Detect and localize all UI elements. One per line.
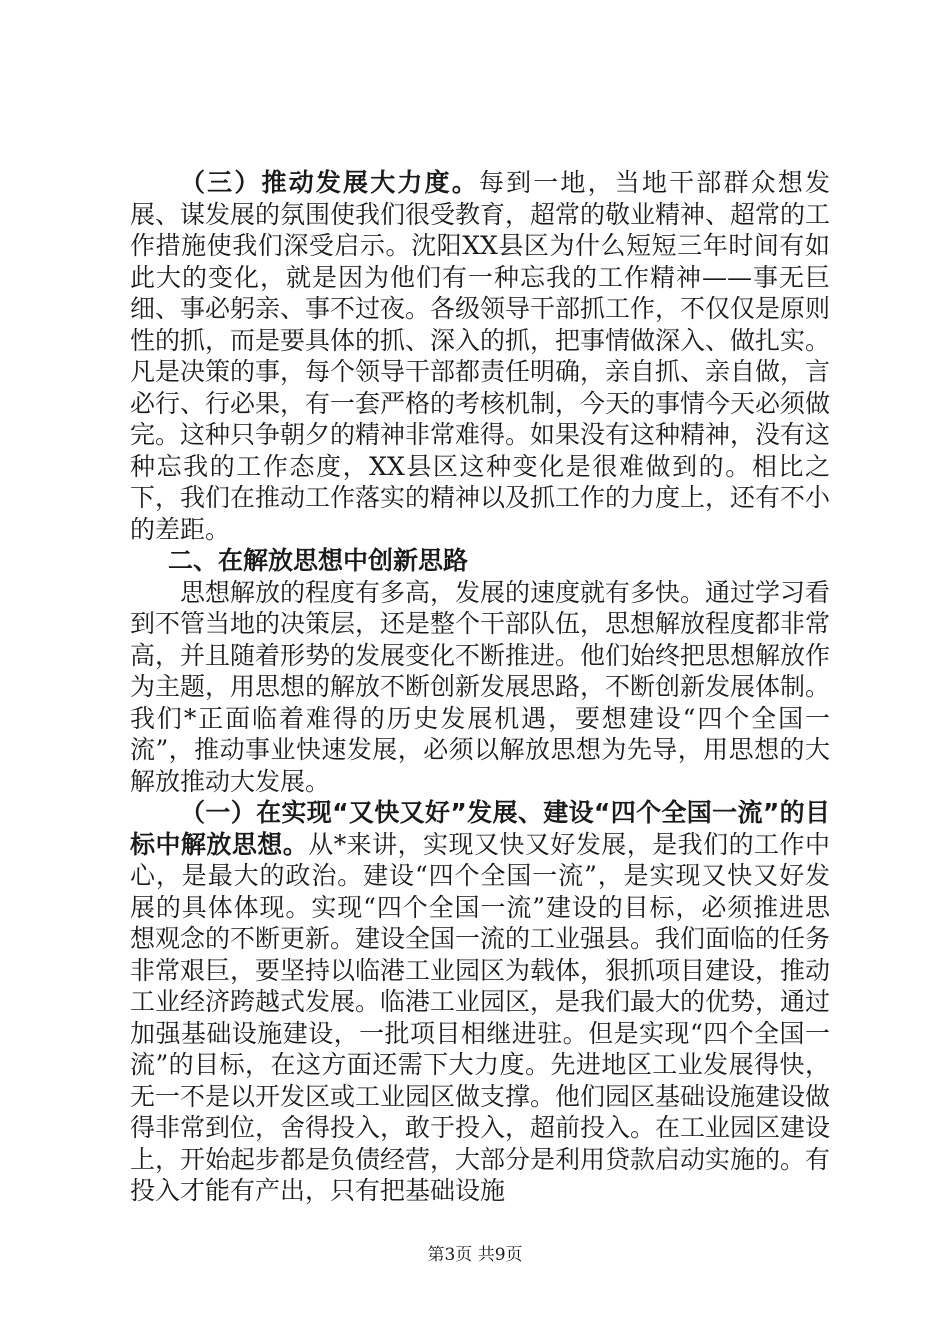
paragraph-text: 从*来讲，实现又快又好发展，是我们的工作中心，是最大的政治。建设“四个全国一流”，是实现又快又好发展的具体体现。实现“四个全国一流”建设的目标，必须推进思想观念的不断更新。建设全国一流的工业强县。我们面临的任务非常艰巨，要坚持以临港工业园区为载体，狠抓项目建设，推动工业经济跨越式发展。临港工业园区，是我们最大的优势，通过加强基础设施建设，一批项目相继进驻。但是实现“四个全国一流”的目标，在这方面还需下大力度。先进地区工业发展得快，无一不是以开发区或工业园区做支撑。他们园区基础设施建设做得非常到位，舍得投入，敢于投入，超前投入。在工业园区建设上，开始起步都是负债经营，大部分是利用贷款启动实施的。有投入才能有产出，只有把基础设施 — [130, 829, 831, 1205]
section-heading: 二、在解放思想中创新思路 — [168, 546, 469, 575]
paragraph-emancipate-mind — [130, 577, 830, 798]
paragraph-goal-emancipation — [130, 797, 830, 1207]
document-body — [130, 167, 830, 1207]
paragraph-promote-development — [130, 167, 830, 545]
page-footer: 第3页 共9页 — [427, 1245, 523, 1265]
paragraph-lead: （三）推动发展大力度。 — [180, 168, 479, 197]
paragraph-lead: （一）在实现“又快又好”发展、建设“四个全国一流”的目标中解放思想。 — [130, 798, 830, 859]
paragraph-text: 思想解放的程度有多高，发展的速度就有多快。通过学习看到不管当地的决策层，还是整个干部队伍，思想解放程度都非常高，并且随着形势的发展变化不断推进。他们始终把思想解放作为主题，用思想的解放不断创新发展思路，不断创新发展体制。我们*正面临着难得的历史发展机遇，要想建设“四个全国一流”，推动事业快速发展，必须以解放思想为先导，用思想的大解放推动大发展。 — [130, 577, 831, 796]
paragraph-text: 每到一地，当地干部群众想发展、谋发展的氛围使我们很受教育，超常的敬业精神、超常的工作措施使我们深受启示。沈阳XX县区为什么短短三年时间有如此大的变化，就是因为他们有一种忘我的工作精神——事无巨细、事必躬亲、事不过夜。各级领导干部抓工作，不仅仅是原则性的抓，而是要具体的抓、深入的抓，把事情做深入、做扎实。凡是决策的事，每个领导干部都责任明确，亲自抓、亲自做，言必行、行必果，有一套严格的考核机制，今天的事情今天必须做完。这种只争朝夕的精神非常难得。如果没有这种精神，没有这种忘我的工作态度，XX县区这种变化是很难做到的。相比之下，我们在推动工作落实的精神以及抓工作的力度上，还有不小的差距。 — [130, 168, 831, 544]
